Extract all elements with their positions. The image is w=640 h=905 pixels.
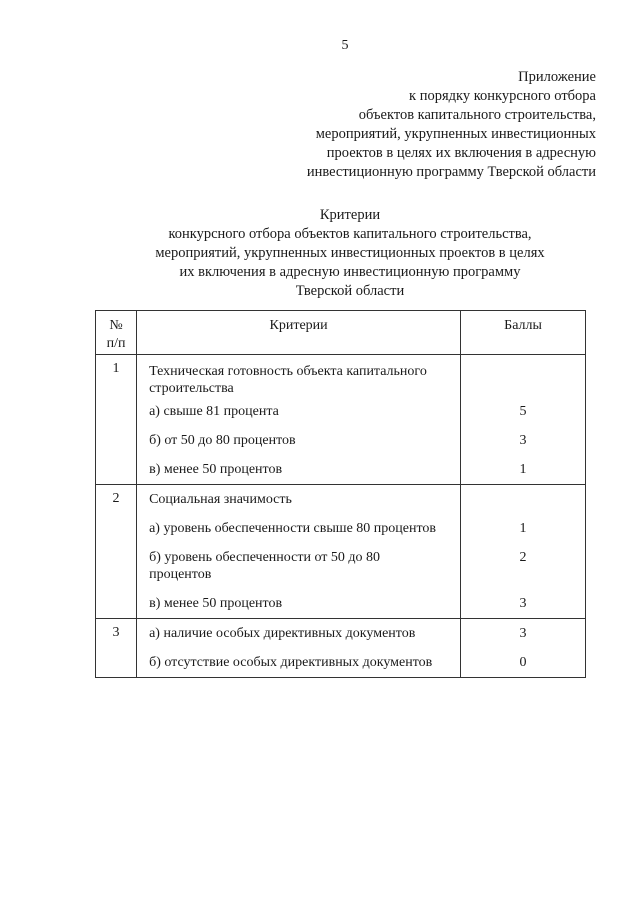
score-value: 1 [519, 462, 527, 477]
score-value [461, 491, 585, 520]
criteria-cell [137, 619, 461, 678]
criterion-text: процентов [149, 567, 212, 582]
criteria-table [95, 310, 586, 678]
appendix-line: Приложение [518, 69, 596, 85]
criterion-item: а) наличие особых директивных документов [149, 626, 416, 641]
header-number-line2: п/п [106, 336, 126, 351]
criteria-cell [137, 485, 461, 619]
header-score: Баллы [461, 311, 586, 355]
score-value: 3 [519, 626, 527, 641]
criterion-text: б) уровень обеспеченности от 50 до 80 [149, 550, 381, 565]
score-value: 5 [519, 404, 527, 419]
criterion-text: Техническая готовность объекта капитального [149, 364, 427, 379]
criterion-item: а) свыше 81 процента [149, 404, 279, 419]
score-value: 1 [519, 521, 527, 536]
score-value: 2 [519, 550, 527, 565]
criterion-item: б) отсутствие особых директивных документов [149, 655, 433, 670]
header-number-line1: № [109, 318, 123, 333]
table-header-row [96, 311, 586, 355]
appendix-line: мероприятий, укрупненных инвестиционных [315, 126, 596, 142]
criterion-item: а) уровень обеспеченности свыше 80 процентов [149, 521, 437, 536]
criterion-item [137, 363, 460, 403]
score-value: 0 [519, 655, 527, 670]
appendix-heading [307, 68, 596, 182]
score-value: 3 [519, 433, 527, 448]
title-line: их включения в адресную инвестиционную программу [179, 264, 521, 280]
criterion-item: в) менее 50 процентов [149, 462, 283, 477]
score-cell [461, 355, 586, 485]
title-line: конкурсного отбора объектов капитального строительства, [168, 226, 532, 242]
appendix-line: к порядку конкурсного отбора [409, 88, 596, 104]
appendix-line: объектов капитального строительства, [358, 107, 596, 123]
title-line: Тверской области [295, 283, 405, 299]
appendix-line: инвестиционную программу Тверской области [306, 164, 596, 180]
criterion-item [137, 549, 460, 595]
criterion-item: в) менее 50 процентов [149, 596, 283, 611]
table-row-group-3 [96, 619, 586, 678]
header-number [96, 311, 137, 355]
score-cell [461, 619, 586, 678]
row-number: 1 [96, 355, 137, 485]
score-value: 3 [519, 596, 527, 611]
score-cell [461, 485, 586, 619]
row-number: 2 [96, 485, 137, 619]
criterion-item: Социальная значимость [149, 492, 292, 507]
table-row-group-2 [96, 485, 586, 619]
criterion-item: б) от 50 до 80 процентов [149, 433, 296, 448]
header-criteria: Критерии [137, 311, 461, 355]
table-row-group-1 [96, 355, 586, 485]
row-number: 3 [96, 619, 137, 678]
criteria-cell [137, 355, 461, 485]
page-number: 5 [341, 38, 349, 53]
document-title [50, 206, 640, 301]
title-line: Критерии [319, 207, 381, 223]
criterion-text: строительства [149, 381, 234, 396]
title-line: мероприятий, укрупненных инвестиционных проектов в целях [155, 245, 545, 261]
score-value [461, 363, 585, 403]
appendix-line: проектов в целях их включения в адресную [326, 145, 596, 161]
